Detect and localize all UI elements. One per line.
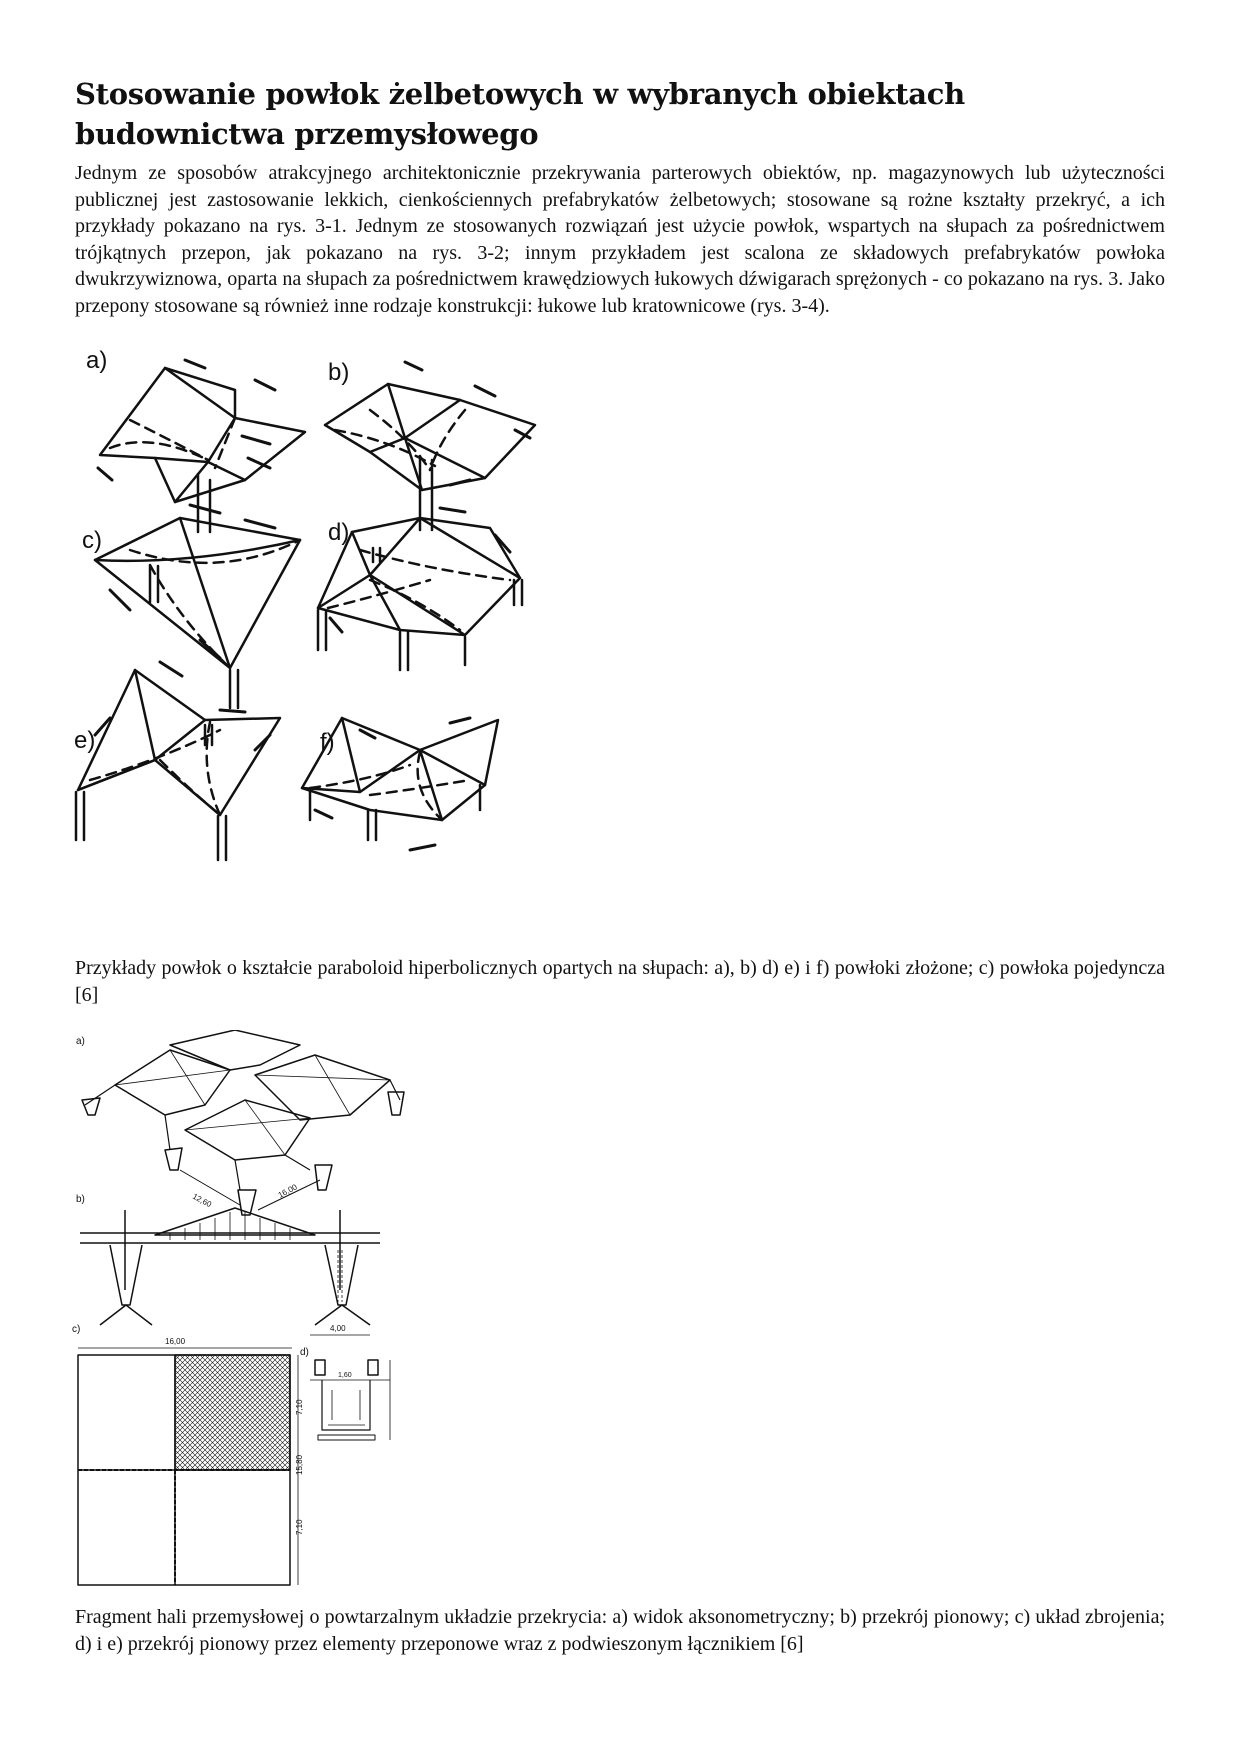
dim-b: 4,00	[330, 1324, 346, 1333]
dim-d: 1,60	[338, 1372, 352, 1379]
label-d: d)	[328, 519, 350, 546]
hall-reinforcement-plan	[72, 1324, 304, 1585]
label-a: a)	[86, 347, 108, 374]
dim-c-4: 7,10	[295, 1519, 304, 1535]
dim-a-2: 16,00	[276, 1182, 299, 1200]
label-c: c)	[82, 527, 102, 554]
figure-industrial-hall	[70, 1030, 470, 1600]
hall-axonometric	[76, 1030, 404, 1215]
shell-d	[318, 508, 522, 670]
figure2-caption: Fragment hali przemysłowej o powtarzalnym układzie przekrycia: a) widok aksonometryczny; b) przekrój pionowy; c) układ zbrojenia; d) i e) przekrój pionowy przez elementy przeponowe wraz z podwieszonym łącznikiem [6]	[75, 1606, 1165, 1655]
figure1-caption: Przykłady powłok o kształcie paraboloid hiperbolicznych opartych na słupach: a), b) d) e) i f) powłoki złożone; c) powłoka pojedyncza [6]	[75, 957, 1165, 1006]
shell-e	[74, 662, 280, 860]
intro-paragraph: Jednym ze sposobów atrakcyjnego architektonicznie przekrywania parterowych obiektów, np. magazynowych lub użyteczności publicznej jest zastosowanie lekkich, cienkościennych prefabrykatów żelbetowych; stosowane są rożne kształty przekryć, a ich przykłady pokazano na rys. 3-1. Jednym ze stosowanych rozwiązań jest użycie powłok, wspartych na słupach za pośrednictwem trójkątnych przepon, jak pokazano na rys. 3-2; innym przykładem jest scalona ze składowych prefabrykatów powłoka dwukrzywiznowa, oparta na słupach za pośrednictwem krawędziowych łukowych dźwigarach sprężonych - co pokazano na rys. 3. Jako przepony stosowane są również inne rodzaje konstrukcji: łukowe lub kratownicowe (rys. 3-4).	[75, 162, 1165, 317]
page-title: Stosowanie powłok żelbetowych w wybranych obiektach budownictwa przemysłowego	[75, 77, 965, 151]
hall-section-detail	[300, 1347, 390, 1440]
hall-label-d: d)	[300, 1347, 309, 1358]
label-f: f)	[320, 729, 335, 756]
label-b: b)	[328, 359, 350, 386]
shell-f	[302, 718, 498, 850]
hall-label-a: a)	[76, 1036, 85, 1047]
label-e: e)	[74, 727, 96, 754]
hall-label-c: c)	[72, 1324, 81, 1335]
dim-a-1: 12,60	[191, 1191, 213, 1210]
shell-a	[86, 347, 305, 532]
dim-c-2: 7,10	[295, 1399, 304, 1415]
shell-b	[325, 359, 535, 530]
hall-label-b: b)	[76, 1194, 85, 1205]
dim-c-3: 15,80	[295, 1454, 304, 1475]
shell-c	[82, 505, 300, 708]
dim-c-1: 16,00	[165, 1337, 186, 1346]
figure-hypar-shells	[70, 340, 630, 955]
